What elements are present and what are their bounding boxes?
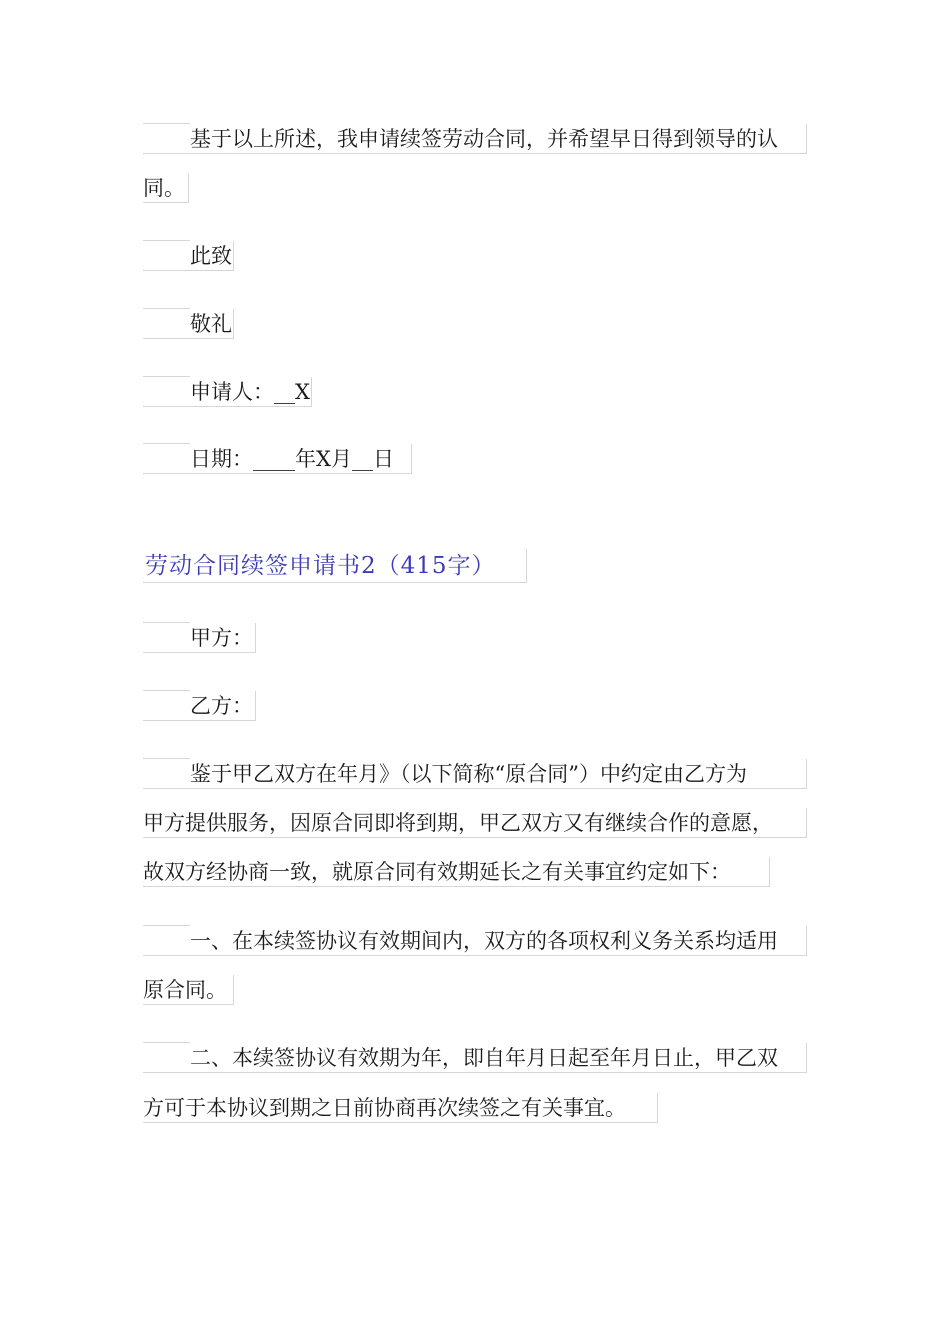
clause-1-line-2: 原合同。 bbox=[143, 975, 234, 1005]
intro-paragraph-line-1: 鉴于甲乙双方在年月》（以下简称“原合同”）中约定由乙方为 bbox=[143, 759, 807, 789]
section-heading: 劳动合同续签申请书2（415字） bbox=[143, 549, 527, 583]
clause-2-line-2: 方可于本协议到期之日前协商再次续签之有关事宜。 bbox=[143, 1093, 658, 1123]
salutation: 此致 bbox=[143, 241, 234, 271]
party-a-label: 甲方： bbox=[143, 623, 256, 653]
applicant-line: 申请人：__X bbox=[143, 377, 312, 407]
closing-paragraph-line-2: 同。 bbox=[143, 173, 189, 203]
party-b-label: 乙方： bbox=[143, 691, 256, 721]
clause-1-line-1: 一、在本续签协议有效期间内，双方的各项权利义务关系均适用 bbox=[143, 926, 807, 956]
clause-2-line-1: 二、本续签协议有效期为年，即自年月日起至年月日止，甲乙双 bbox=[143, 1043, 807, 1073]
intro-paragraph-line-2: 甲方提供服务，因原合同即将到期，甲乙双方又有继续合作的意愿， bbox=[143, 808, 807, 838]
intro-paragraph-line-3: 故双方经协商一致，就原合同有效期延长之有关事宜约定如下： bbox=[143, 857, 770, 887]
regards: 敬礼 bbox=[143, 309, 234, 339]
closing-paragraph-line-1: 基于以上所述，我申请续签劳动合同，并希望早日得到领导的认 bbox=[143, 124, 807, 154]
date-line: 日期：____年X月__日 bbox=[143, 444, 412, 474]
